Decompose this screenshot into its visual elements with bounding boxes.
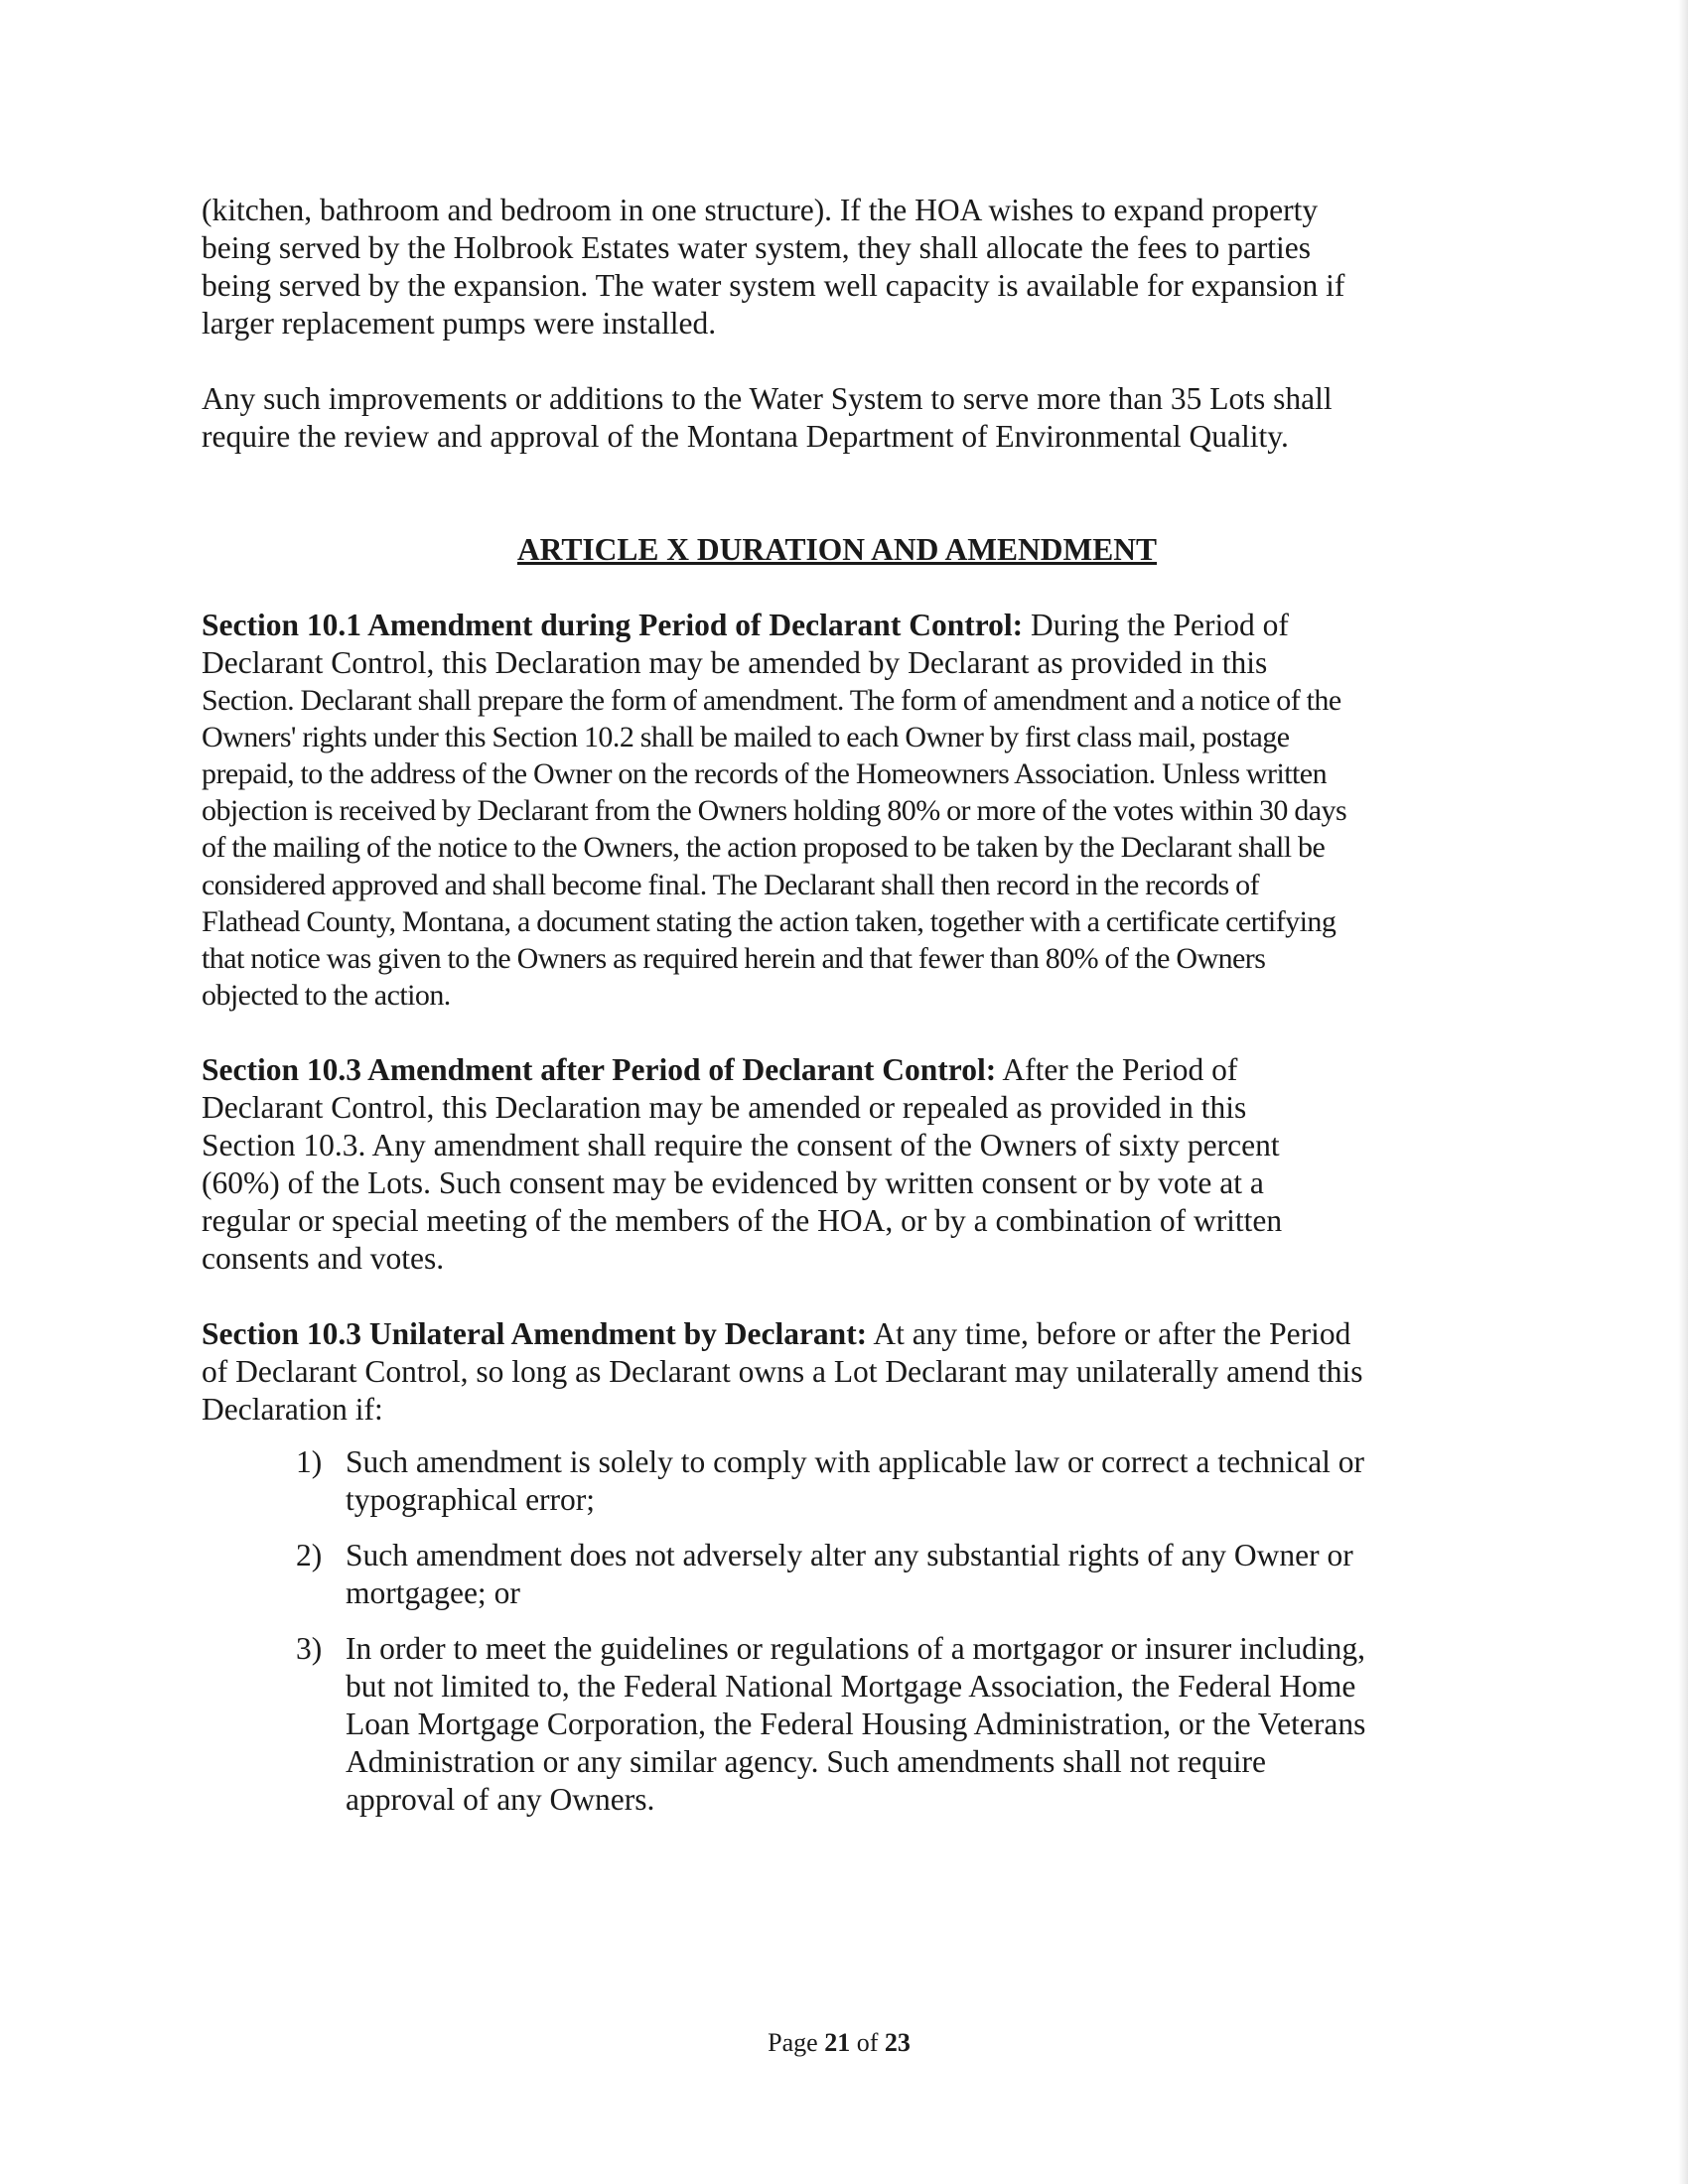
current-page-number: 21	[824, 2028, 851, 2057]
text-line	[202, 1315, 1492, 1353]
list-item	[202, 1537, 1492, 1612]
text-line: larger replacement pumps were installed.	[202, 306, 717, 341]
text-line: of the mailing of the notice to the Owners, the action proposed to be taken by the Declarant shall be	[202, 831, 1326, 865]
section-10-3-after-lead: After the Period of	[996, 1051, 1238, 1087]
text-line: objection is received by Declarant from the Owners holding 80% or more of the votes within 30 days	[202, 794, 1347, 828]
text-line: but not limited to, the Federal National Mortgage Association, the Federal Home	[346, 1668, 1356, 1704]
text-line: Administration or any similar agency. Such amendments shall not require	[346, 1743, 1266, 1779]
text-line: Section. Declarant shall prepare the form of amendment. The form of amendment and a notice of the	[202, 684, 1341, 718]
text-line: being served by the expansion. The water system well capacity is available for expansion if	[202, 268, 1345, 303]
intro-paragraph-deq-approval	[202, 380, 1492, 456]
text-line: typographical error;	[346, 1481, 596, 1517]
section-10-3-unilateral-lead: At any time, before or after the Period	[867, 1315, 1351, 1351]
text-line: consents and votes.	[202, 1240, 445, 1276]
section-10-3-after-title: Section 10.3 Amendment after Period of Declarant Control:	[202, 1051, 997, 1087]
list-number: 2)	[296, 1537, 323, 1572]
text-line: regular or special meeting of the members of the HOA, or by a combination of written	[202, 1202, 1283, 1238]
of-word: of	[856, 2028, 879, 2057]
text-line: of Declarant Control, so long as Declarant owns a Lot Declarant may unilaterally amend this	[202, 1353, 1363, 1389]
text-line: (60%) of the Lots. Such consent may be evidenced by written consent or by vote at a	[202, 1164, 1264, 1200]
text-line: prepaid, to the address of the Owner on the records of the Homeowners Association. Unless written	[202, 757, 1328, 791]
section-10-1-title: Section 10.1 Amendment during Period of Declarant Control:	[202, 608, 1024, 642]
text-line: Flathead County, Montana, a document stating the action taken, together with a certificate certifying	[202, 904, 1336, 938]
text-line: require the review and approval of the Montana Department of Environmental Quality.	[202, 419, 1289, 454]
text-line: (kitchen, bathroom and bedroom in one structure). If the HOA wishes to expand property	[202, 193, 1319, 227]
section-10-1-lead: During the Period of	[1023, 608, 1289, 642]
text-line: Declarant Control, this Declaration may be amended or repealed as provided in this	[202, 1089, 1247, 1125]
total-pages-number: 23	[884, 2028, 911, 2057]
amendment-conditions-list	[202, 1443, 1492, 1819]
text-line: being served by the Holbrook Estates water system, they shall allocate the fees to parties	[202, 230, 1312, 265]
text-line: Loan Mortgage Corporation, the Federal Housing Administration, or the Veterans	[346, 1706, 1366, 1741]
text-line: Any such improvements or additions to the Water System to serve more than 35 Lots shall	[202, 381, 1333, 416]
page-content	[202, 192, 1492, 1837]
section-10-3-after-control-paragraph	[202, 1051, 1492, 1278]
text-line: considered approved and shall become final. The Declarant shall then record in the records of	[202, 868, 1260, 901]
text-line: Such amendment does not adversely alter any substantial rights of any Owner or	[346, 1537, 1353, 1572]
list-item	[202, 1443, 1492, 1519]
list-number: 3)	[296, 1630, 323, 1666]
text-line: Owners' rights under this Section 10.2 shall be mailed to each Owner by first class mail, postage	[202, 721, 1290, 754]
text-line: objected to the action.	[202, 978, 451, 1012]
list-number: 1)	[296, 1443, 323, 1479]
text-line: Section 10.3. Any amendment shall require the consent of the Owners of sixty percent	[202, 1127, 1280, 1162]
text-line: Such amendment is solely to comply with applicable law or correct a technical or	[346, 1443, 1365, 1479]
page-word: Page	[768, 2028, 818, 2057]
section-10-3-unilateral-title: Section 10.3 Unilateral Amendment by Declarant:	[202, 1315, 868, 1351]
text-line	[202, 1051, 1492, 1089]
text-line: Declaration if:	[202, 1391, 383, 1427]
list-item	[202, 1630, 1492, 1819]
page-footer	[0, 2027, 1688, 2059]
section-10-1-paragraph	[202, 607, 1492, 1014]
article-heading: ARTICLE X DURATION AND AMENDMENT	[516, 532, 1158, 567]
section-10-3-unilateral-paragraph	[202, 1315, 1492, 1429]
text-line: approval of any Owners.	[346, 1781, 655, 1817]
text-line: that notice was given to the Owners as required herein and that fewer than 80% of the Owners	[202, 941, 1266, 975]
text-line: Declarant Control, this Declaration may be amended by Declarant as provided in this	[202, 645, 1268, 681]
intro-paragraph-water-fees	[202, 192, 1492, 342]
text-line: mortgagee; or	[346, 1574, 520, 1610]
page-edge-shadow	[1678, 0, 1688, 2184]
text-line	[202, 607, 1492, 644]
text-line: In order to meet the guidelines or regulations of a mortgagor or insurer including,	[346, 1630, 1365, 1666]
